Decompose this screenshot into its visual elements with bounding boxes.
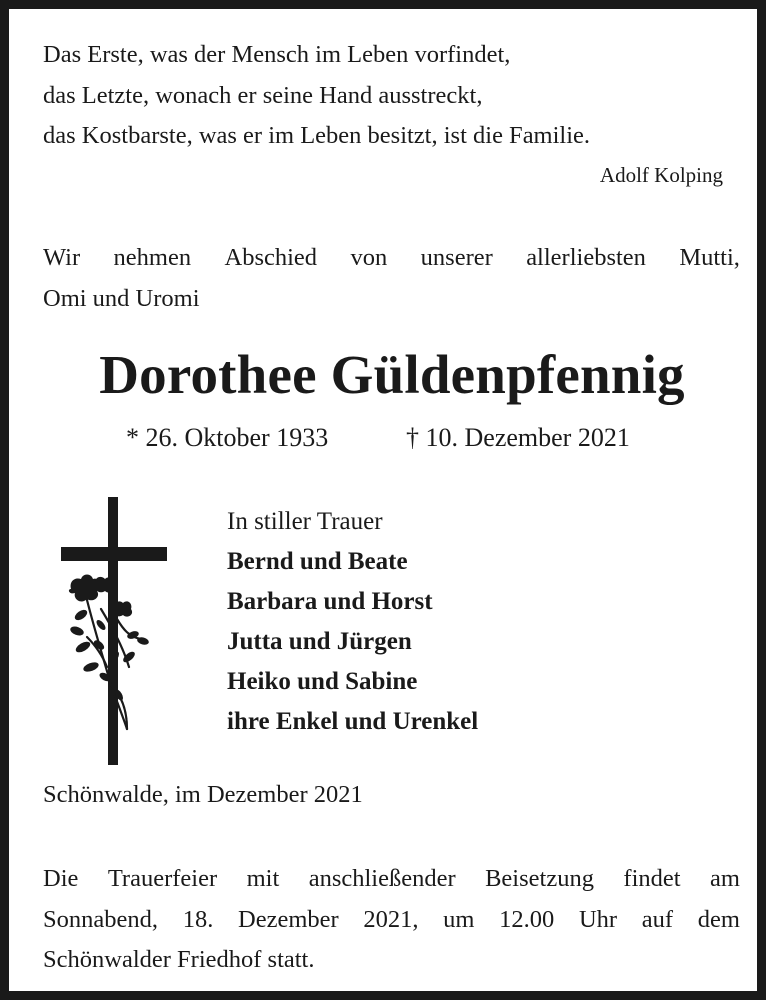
mourner-name: Heiko und Sabine [227,668,418,695]
death-date: † 10. Dezember 2021 [406,423,630,452]
funeral-word: dem [697,905,740,933]
quote-author: Adolf Kolping [599,163,723,187]
mourners-block [227,502,478,742]
funeral-word: mit [246,865,280,892]
intro-word: nehmen [113,244,192,271]
funeral-word: 2021, [363,905,419,933]
funeral-line-2 [43,900,740,941]
funeral-word: anschließender [308,865,456,892]
mourner-name: Barbara und Horst [227,588,433,615]
funeral-word: Trauerfeier [107,865,218,892]
mourning-heading: In stiller Trauer [227,508,383,535]
quote-line: das Letzte, wonach er seine Hand ausstreckt, [43,81,483,109]
funeral-notice [43,859,740,981]
mourner-name: Jutta und Jürgen [227,628,412,655]
funeral-word: um [443,905,475,933]
intro-word: Mutti, [679,244,740,271]
mourner-name: Bernd und Beate [227,548,408,575]
deceased-name: Dorothee Güldenpfennig [99,344,685,405]
intro-line-2: Omi und Uromi [43,284,200,312]
mourner-name: ihre Enkel und Urenkel [227,708,479,735]
funeral-word: Dezember [238,905,339,933]
funeral-line-1 [43,859,740,900]
funeral-word: Beisetzung [485,865,594,892]
funeral-word: Die [43,865,79,892]
funeral-word: Sonnabend, [43,905,158,933]
quote [43,35,743,157]
place-date: Schönwalde, im Dezember 2021 [43,781,363,808]
funeral-word: findet [623,865,681,892]
intro-word: von [350,244,388,271]
intro-text [43,238,740,319]
funeral-word: am [710,865,740,892]
intro-word: unserer [420,244,493,271]
funeral-word: 12.00 [499,905,555,933]
funeral-line-3: Schönwalder Friedhof statt. [43,946,315,973]
quote-line: das Kostbarste, was er im Leben besitzt, ist die Familie. [43,122,591,149]
intro-word: allerliebsten [526,244,646,271]
quote-line: Das Erste, was der Mensch im Leben vorfindet, [43,41,511,68]
intro-word: Abschied [224,244,318,271]
funeral-word: Uhr [578,905,618,933]
funeral-word: 18. [182,905,214,933]
funeral-word: auf [641,905,674,933]
intro-word: Wir [43,244,81,271]
cross-with-roses-icon [57,497,171,767]
intro-line-1 [43,238,740,279]
birth-date: * 26. Oktober 1933 [126,423,329,452]
